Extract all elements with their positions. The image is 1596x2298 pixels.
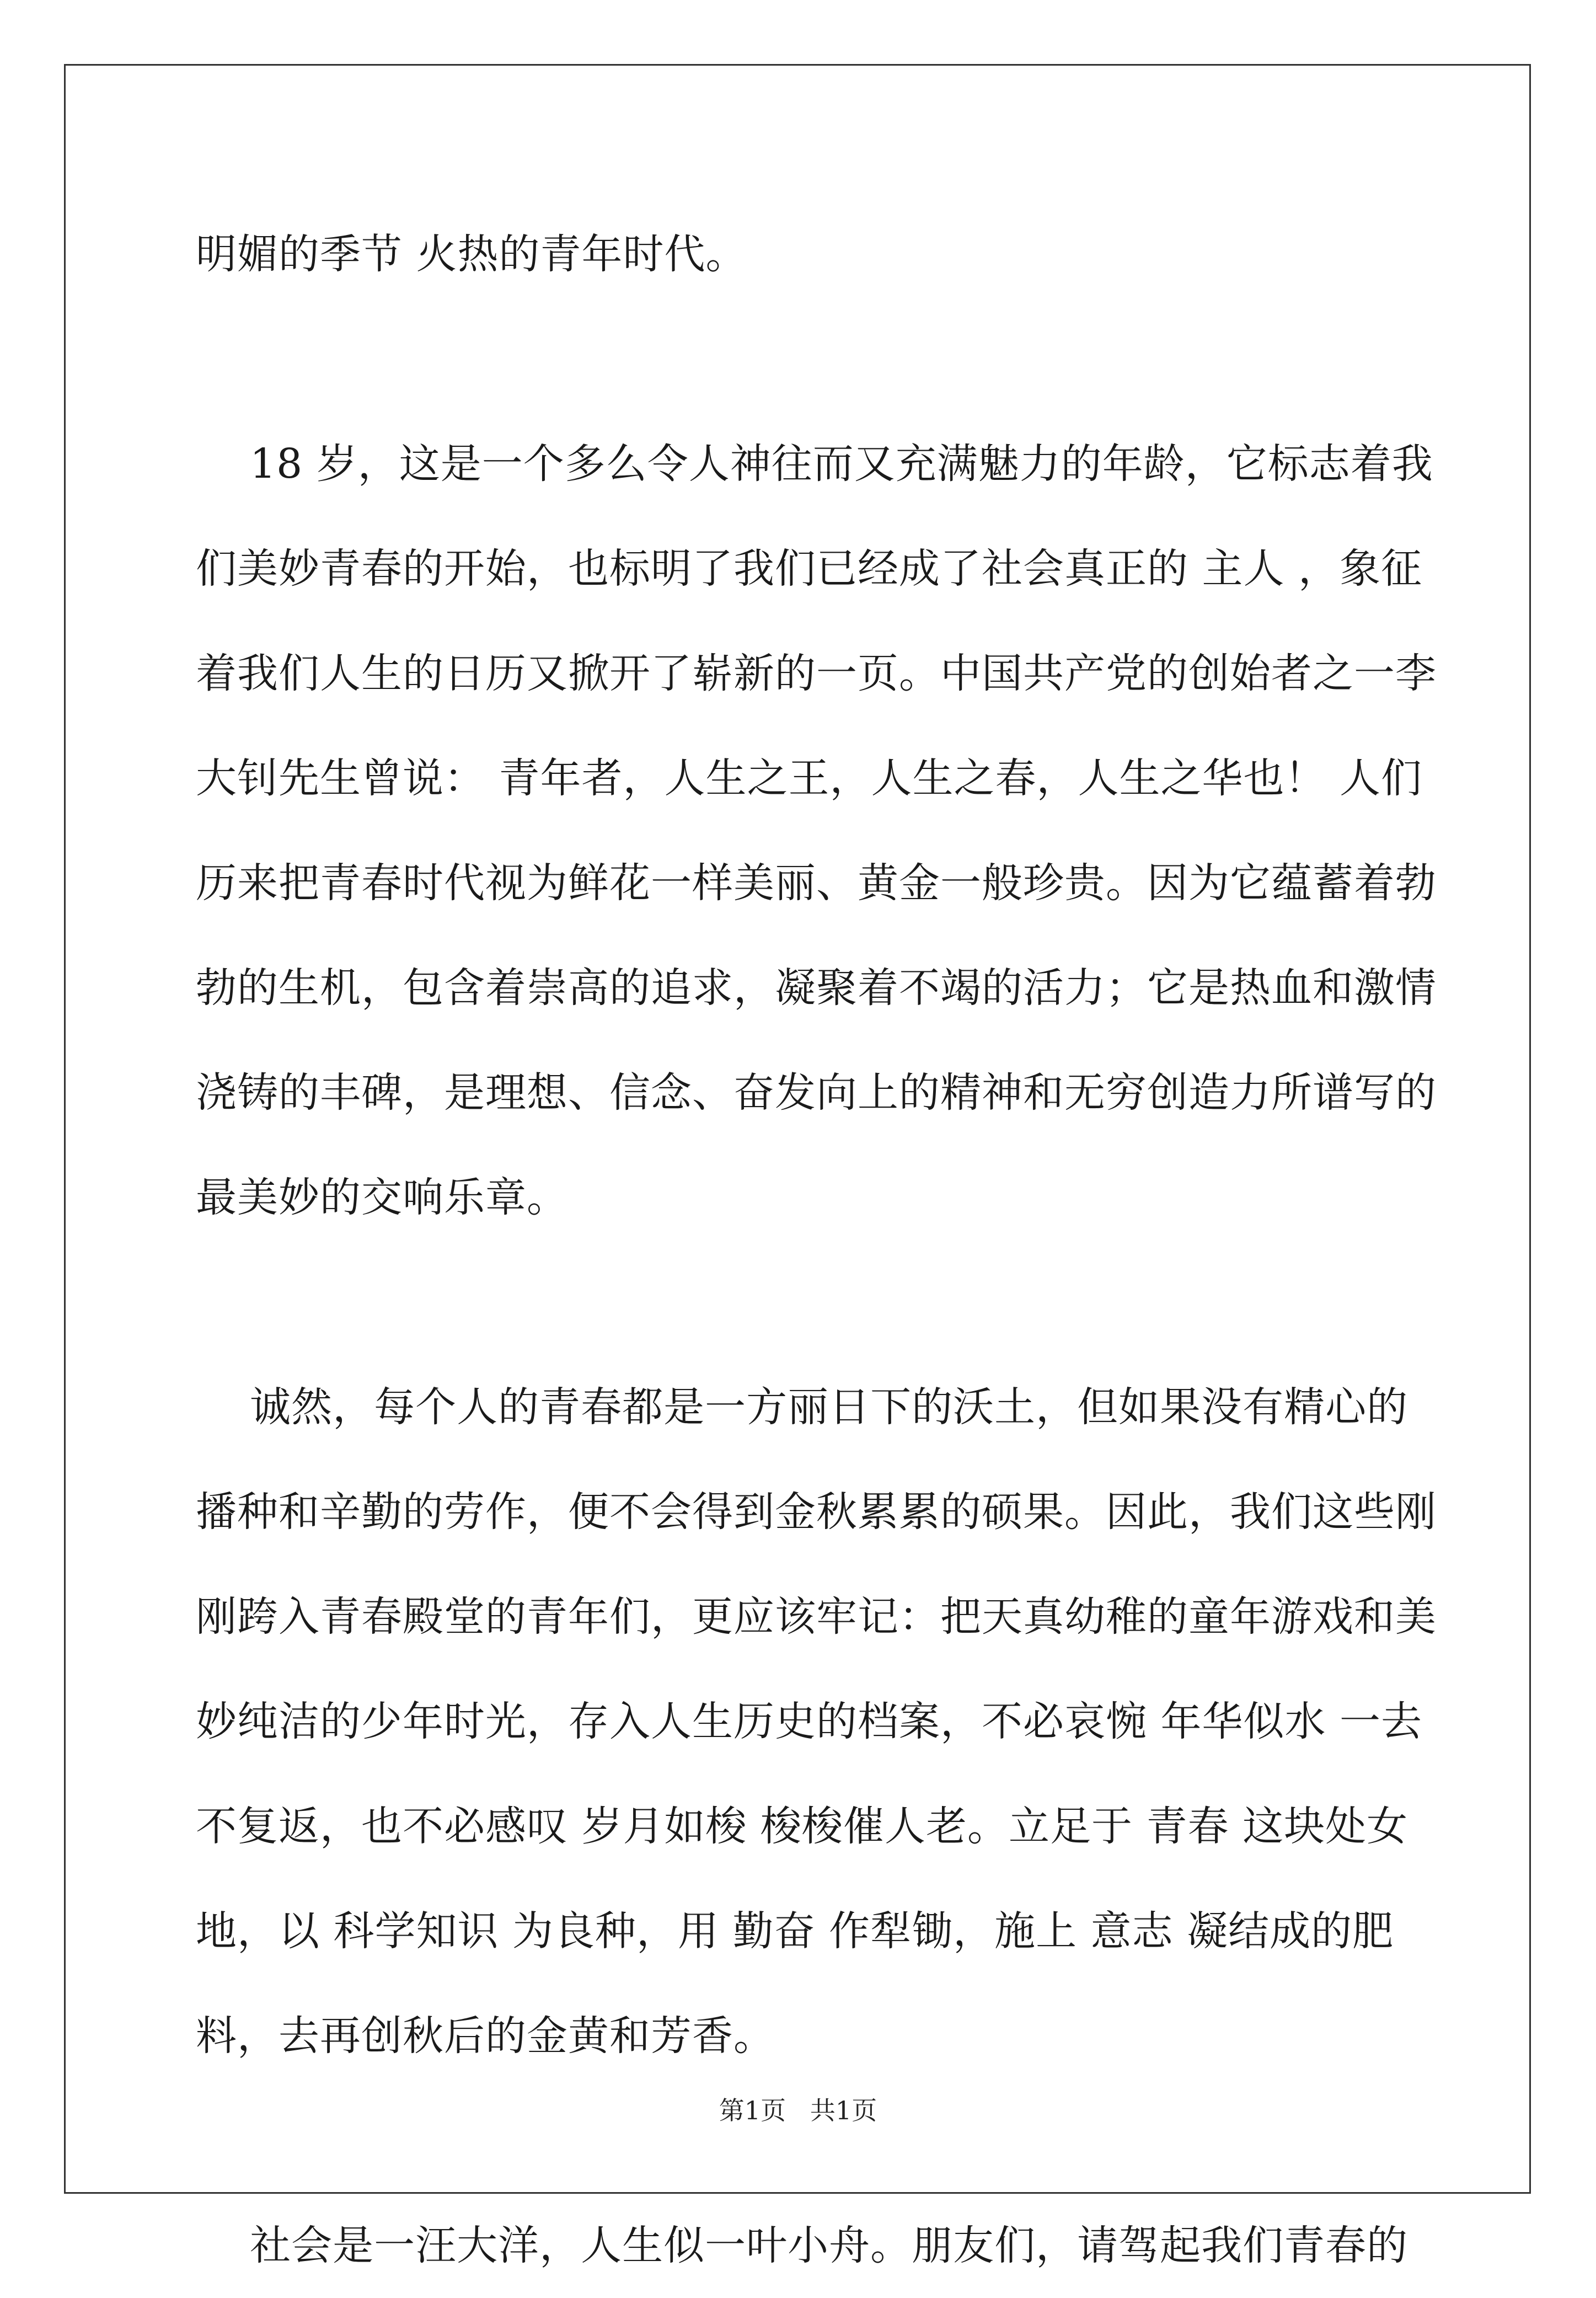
text-line: 不复返，也不必感叹 岁月如梭 梭梭催人老。立足于 青春 这块处女 [196,1803,1408,1850]
text-line: 们美妙青春的开始，也标明了我们已经成了社会真正的 主人 ，象征 [196,545,1423,592]
text-line: 诚然，每个人的青春都是一方丽日下的沃土，但如果没有精心的 [196,1383,1408,1431]
text-line: 18 岁，这是一个多么令人神往而又充满魅力的年龄，它标志着我 [196,440,1433,488]
text-line: 妙纯洁的少年时光，存入人生历史的档案，不必哀惋 年华似水 一去 [196,1698,1423,1745]
text-line: 浇铸的丰碑，是理想、信念、奋发向上的精神和无穷创造力所谱写的 [196,1069,1437,1116]
page-number-footer: 第1页 共1页 [719,2096,877,2125]
text-line: 料，去再创秋后的金黄和芳香。 [196,2012,775,2060]
text-line [196,1250,1409,1355]
text-line: 地，以 科学知识 为良种，用 勤奋 作犁锄，施上 意志 凝结成的肥 [196,1907,1394,1955]
text-line: 大钊先生曾说： 青年者，人生之王，人生之春，人生之华也！ 人们 [196,755,1423,802]
text-line: 社会是一汪大洋，人生似一叶小舟。朋友们，请驾起我们青春的 [196,2222,1408,2269]
document-body [196,202,1437,2298]
text-line: 历来把青春时代视为鲜花一样美丽、黄金一般珍贵。因为它蕴蓄着勃 [196,859,1437,907]
text-line: 最美妙的交响乐章。 [196,1174,568,1221]
text-line: 着我们人生的日历又掀开了崭新的一页。中国共产党的创始者之一李 [196,650,1437,697]
text-line: 刚跨入青春殿堂的青年们，更应该牢记：把天真幼稚的童年游戏和美 [196,1593,1437,1640]
text-line: 明媚的季节 火热的青年时代。 [196,231,747,278]
text-line [196,307,1409,411]
text-line: 勃的生机，包含着崇高的追求，凝聚着不竭的活力；它是热血和激情 [196,964,1437,1012]
text-line: 播种和辛勤的劳作，便不会得到金秋累累的硕果。因此，我们这些刚 [196,1488,1437,1536]
